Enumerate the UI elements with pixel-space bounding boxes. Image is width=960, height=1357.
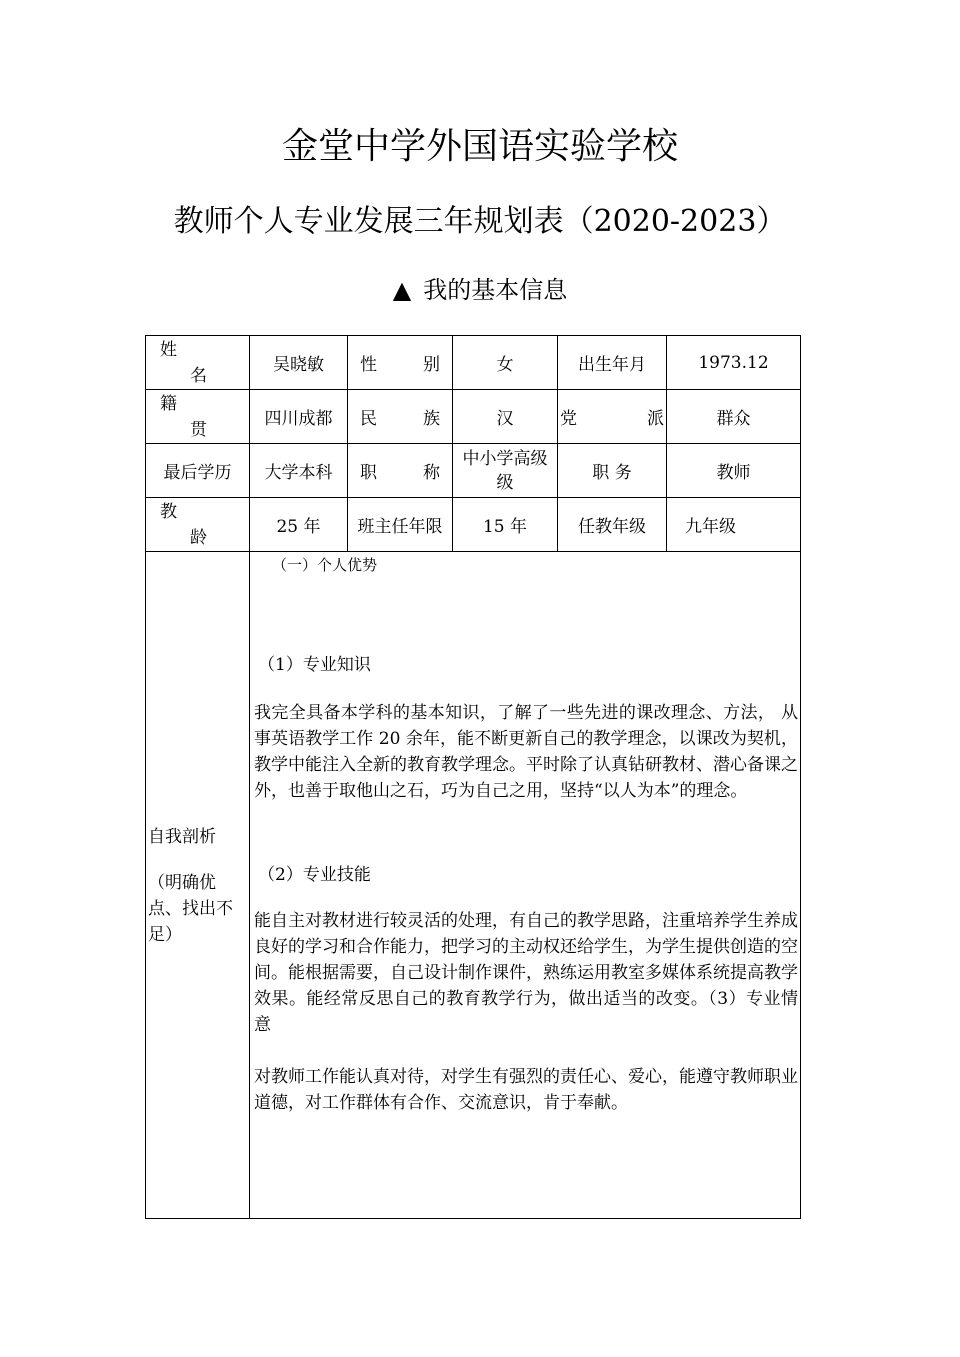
skill-title: （2）专业技能 bbox=[258, 865, 371, 885]
table-row bbox=[146, 444, 801, 498]
self-analysis-content bbox=[250, 552, 801, 1219]
education-value: 大学本科 bbox=[250, 444, 348, 498]
skill-text: 能自主对教材进行较灵活的处理，有自己的教学思路，注重培养学生养成良好的学习和合作能力，把学习的主动权还给学生，为学生提供创造的空间。能根据需要，自己设计制作课件，熟练运用教室多媒体系统提高教学效果。能经常反思自己的教育教学行为，做出适当的改变。（3）专业情意 bbox=[254, 911, 798, 1035]
table-row bbox=[146, 552, 801, 1219]
head-teacher-value: 15 年 bbox=[453, 498, 558, 552]
section-title: 我的基本信息 bbox=[423, 276, 568, 304]
ethnic-value: 汉 bbox=[453, 390, 558, 444]
gender-value: 女 bbox=[453, 336, 558, 390]
triangle-icon: ▲ bbox=[392, 276, 412, 304]
table-row bbox=[146, 498, 801, 552]
education-label: 最后学历 bbox=[146, 444, 250, 498]
party-label: 党 派 bbox=[558, 390, 667, 444]
name-value: 吴晓敏 bbox=[250, 336, 348, 390]
table-row bbox=[146, 336, 801, 390]
emotion-text: 对教师工作能认真对待，对学生有强烈的责任心、爱心，能遵守教师职业道德，对工作群体有合作、交流意识，肯于奉献。 bbox=[254, 1067, 798, 1113]
school-title: 金堂中学外国语实验学校 bbox=[281, 126, 678, 167]
self-analysis-sublabel: （明确优点、找出不足） bbox=[148, 873, 233, 945]
ethnic-label: 民 族 bbox=[348, 390, 453, 444]
native-value: 四川成都 bbox=[250, 390, 348, 444]
birth-label: 出生年月 bbox=[558, 336, 667, 390]
duty-label: 职 务 bbox=[558, 444, 667, 498]
grade-value: 九年级 bbox=[667, 498, 801, 552]
self-analysis-label-cell bbox=[146, 552, 250, 1219]
info-table bbox=[145, 335, 801, 1219]
title-value: 中小学高级级 bbox=[453, 444, 558, 498]
table-row bbox=[146, 390, 801, 444]
gender-label: 性 别 bbox=[348, 336, 453, 390]
party-value: 群众 bbox=[667, 390, 801, 444]
section-heading bbox=[0, 270, 960, 305]
teach-age-value: 25 年 bbox=[250, 498, 348, 552]
teach-age-label: 教 龄 bbox=[146, 498, 250, 552]
native-label: 籍 贯 bbox=[146, 390, 250, 444]
form-title: 教师个人专业发展三年规划表（2020-2023） bbox=[173, 204, 787, 239]
birth-value: 1973.12 bbox=[667, 336, 801, 390]
grade-label: 任教年级 bbox=[558, 498, 667, 552]
knowledge-text: 我完全具备本学科的基本知识，了解了一些先进的课改理念、方法， 从事英语教学工作 20 余年，能不断更新自己的教学理念，以课改为契机，教学中能注入全新的教育教学理念。平时除了认真钻研教材、潜心备课之外，也善于取他山之石，巧为自己之用，坚持“以人为本”的理念。 bbox=[254, 703, 798, 801]
self-analysis-label: 自我剖析 bbox=[148, 827, 216, 847]
duty-value: 教师 bbox=[667, 444, 801, 498]
name-label: 姓 名 bbox=[146, 336, 250, 390]
head-teacher-label: 班主任年限 bbox=[348, 498, 453, 552]
knowledge-title: （1）专业知识 bbox=[258, 655, 371, 675]
advantage-heading: （一）个人优势 bbox=[272, 556, 378, 574]
title-label: 职 称 bbox=[348, 444, 453, 498]
